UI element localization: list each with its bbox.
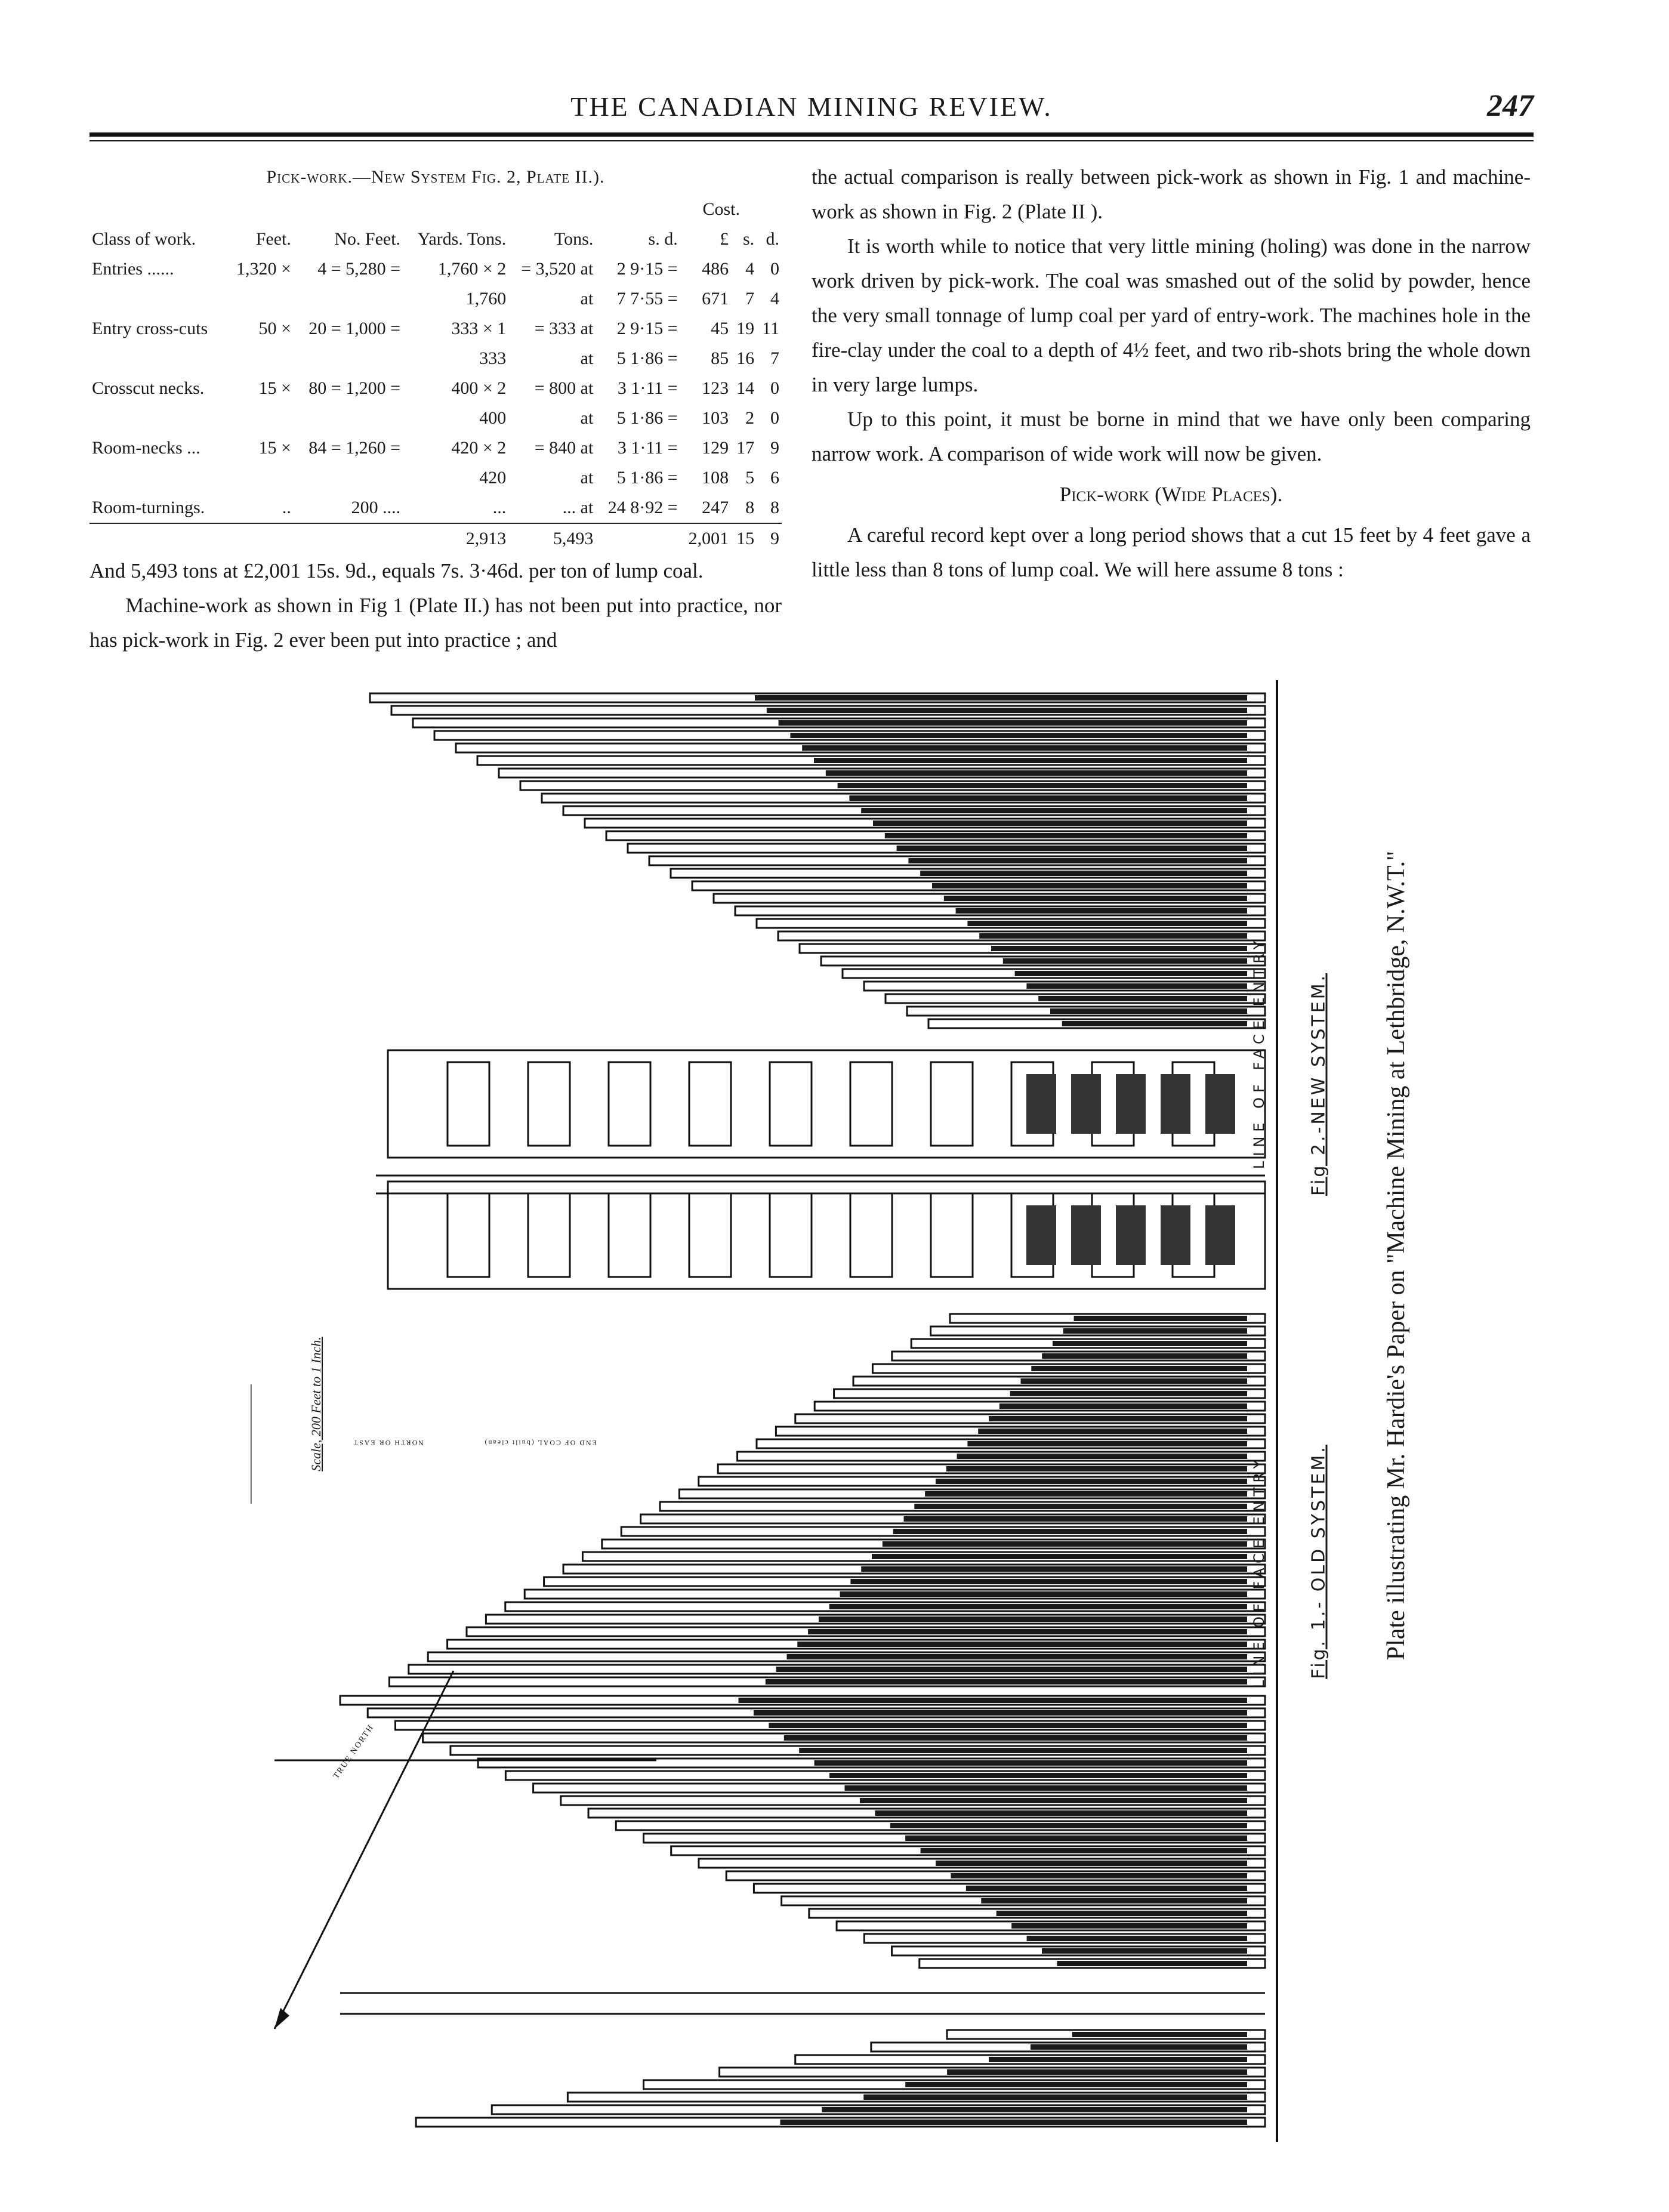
scale-label: Scale, 200 Feet to 1 Inch.	[308, 1337, 323, 1471]
room-neck	[931, 1062, 973, 1146]
table-row: 420 at 5 1·86 = 108 5 6	[479, 468, 779, 488]
coal-pillar	[814, 758, 1247, 763]
coal-pillar	[890, 1823, 1247, 1828]
room-neck	[850, 1193, 892, 1277]
machine-cut	[1161, 1205, 1190, 1265]
room-neck	[850, 1062, 892, 1146]
coal-pillar	[885, 833, 1247, 838]
coal-pillar	[838, 783, 1247, 788]
coal-pillar	[754, 1710, 1247, 1716]
coal-pillar	[925, 1491, 1247, 1497]
coal-pillar	[844, 1785, 1247, 1791]
coal-pillar	[920, 871, 1247, 876]
coal-pillar	[1072, 2032, 1247, 2037]
coal-pillar	[829, 1773, 1247, 1778]
coal-pillar	[966, 1886, 1247, 1891]
machine-cut	[1116, 1074, 1146, 1134]
room-neck	[528, 1062, 570, 1146]
fig1-label: Fig. 1.- OLD SYSTEM.	[1308, 1445, 1329, 1679]
coal-pillar	[1010, 1391, 1247, 1396]
machine-cut	[1116, 1205, 1146, 1265]
paragraph: Up to this point, it must be borne in mind that we have only been comparing narrow work. A comparison of wide work will now be given.	[812, 408, 1531, 465]
table-row: 400 at 5 1·86 = 103 2 0	[479, 408, 779, 428]
coal-pillar	[799, 1748, 1247, 1753]
coal-pillar	[893, 1529, 1247, 1534]
coal-pillar	[991, 946, 1247, 951]
coal-pillar	[739, 1698, 1248, 1703]
table-row: Entries ...... 1,320 × 4 = 5,280 = 1,760 × 2 = 3,520 at 2 9·15 = 486 4 0	[92, 259, 779, 279]
coal-pillar	[1050, 1008, 1247, 1014]
coal-pillar	[860, 1798, 1247, 1803]
coal-pillar	[989, 2057, 1247, 2062]
table-row: Crosscut necks. 15 × 80 = 1,200 = 400 × 2 = 800 at 3 1·11 = 123 14 0	[92, 378, 779, 398]
coal-pillar	[997, 1911, 1247, 1916]
paragraph: A careful record kept over a long period shows that a cut 15 feet by 4 feet gave a little less than 8 tons of lump coal. We will here assume 8 tons :	[812, 523, 1531, 581]
coal-pillar	[1042, 1948, 1247, 1954]
coal-pillar	[819, 1616, 1247, 1622]
room-neck	[689, 1062, 731, 1146]
coal-pillar	[1026, 983, 1247, 989]
coal-pillar	[989, 1416, 1247, 1421]
coal-pillar	[936, 1479, 1247, 1484]
right-column	[812, 160, 1531, 587]
coal-pillar	[946, 1466, 1247, 1471]
coal-pillar	[802, 745, 1247, 751]
room-neck	[528, 1193, 570, 1277]
coal-pillar	[1031, 1366, 1247, 1371]
coal-pillar	[1042, 1353, 1247, 1359]
coal-pillar	[790, 733, 1247, 738]
coal-pillar	[921, 1848, 1247, 1853]
coal-pillar	[786, 1654, 1247, 1659]
coal-pillar	[908, 858, 1247, 863]
cost-label: Cost.	[702, 199, 740, 219]
room-neck	[689, 1193, 731, 1277]
coal-pillar	[849, 795, 1247, 801]
coal-pillar	[1053, 1341, 1247, 1346]
coal-pillar	[766, 1679, 1247, 1685]
coal-pillar	[776, 1667, 1247, 1672]
machine-cut	[1205, 1074, 1235, 1134]
machine-cut	[1205, 1205, 1235, 1265]
header-rule-thin	[90, 140, 1534, 141]
coal-pillar	[967, 1441, 1247, 1446]
page-number: 247	[1487, 89, 1534, 123]
coal-pillar	[755, 695, 1247, 701]
room-neck	[931, 1193, 973, 1277]
coal-pillar	[872, 1554, 1247, 1559]
table-total-row: 2,913 5,493 2,001 15 9	[90, 523, 782, 554]
table-row: 1,760 at 7 7·55 = 671 7 4	[465, 289, 779, 308]
machine-cut	[1026, 1205, 1056, 1265]
journal-title: THE CANADIAN MINING REVIEW.	[570, 91, 1053, 122]
coal-pillar	[875, 1810, 1247, 1816]
room-neck	[448, 1193, 489, 1277]
coal-pillar	[932, 883, 1247, 888]
north-or-east-label: NORTH OR EAST	[352, 1439, 424, 1447]
coal-pillar	[936, 1861, 1247, 1866]
coal-pillar	[897, 846, 1247, 851]
coal-pillar	[1057, 1961, 1247, 1966]
coal-pillar	[1011, 1923, 1247, 1929]
room-neck	[770, 1193, 812, 1277]
coal-pillar	[850, 1579, 1247, 1584]
page-header	[90, 91, 1534, 127]
coal-pillar	[951, 1873, 1247, 1878]
coal-pillar	[956, 908, 1247, 914]
coal-pillar	[1031, 2044, 1247, 2050]
coal-pillar	[883, 1541, 1247, 1547]
fig2-label: Fig 2.-NEW SYSTEM.	[1308, 973, 1329, 1196]
coal-pillar	[967, 921, 1247, 926]
paragraph: Machine-work as shown in Fig 1 (Plate II.) has not been put into practice, nor has pick-work in Fig. 2 ever been put into practice ; and	[90, 594, 782, 652]
line-of-face-label: LINE OF FACE ENTRY	[1251, 1455, 1267, 1689]
plate-caption: Plate illustrating Mr. Hardie's Paper on "Machine Mining at Lethbridge, N.W.T."	[1383, 850, 1410, 1661]
table-title: Pick-work.—New System Fig. 2, Plate II.).	[266, 167, 605, 187]
machine-cut	[1026, 1074, 1056, 1134]
end-of-coal-label: END OF COAL (built clean)	[483, 1439, 597, 1447]
coal-pillar	[863, 2094, 1247, 2100]
coal-pillar	[815, 1760, 1247, 1766]
coal-pillar	[1027, 1936, 1247, 1941]
coal-pillar	[1074, 1316, 1247, 1321]
paragraph: And 5,493 tons at £2,001 15s. 9d., equals 7s. 3·46d. per ton of lump coal.	[90, 559, 704, 582]
room-neck	[448, 1062, 489, 1146]
true-north-label: TRUE NORTH	[332, 1723, 377, 1781]
left-column	[90, 160, 782, 658]
coal-pillar	[1063, 1328, 1247, 1334]
coal-pillar	[784, 1735, 1247, 1741]
room-neck	[609, 1193, 650, 1277]
coal-pillar	[767, 708, 1247, 713]
coal-pillar	[826, 770, 1247, 776]
table-row: Room-turnings. .. 200 .... ... ... at 24 8·92 = 247 8 8	[92, 498, 779, 517]
arrow-head	[274, 2008, 289, 2029]
coal-pillar	[905, 2082, 1247, 2087]
header-rule	[90, 132, 1534, 137]
coal-pillar	[873, 820, 1247, 826]
table-row: Entry cross-cuts 50 × 20 = 1,000 = 333 × 1 = 333 at 2 9·15 = 45 19 11	[92, 319, 779, 338]
machine-cut	[1071, 1074, 1101, 1134]
coal-pillar	[808, 1629, 1247, 1634]
coal-pillar	[861, 1566, 1247, 1572]
coal-pillar	[957, 1454, 1247, 1459]
paragraph: It is worth while to notice that very little mining (holing) was done in the narrow work driven by pick-work. The coal was smashed out of the solid by powder, hence the very small tonnage of lump coal per yard of entry-work. The machines hole in the fire-clay under the coal to a depth of 4½ feet, and two rib-shots bring the whole down in very large lumps.	[812, 235, 1531, 396]
coal-pillar	[905, 1835, 1247, 1841]
room-neck	[770, 1062, 812, 1146]
table-header-row: Class of work. Feet. No. Feet. Yards. Tons. Tons. s. d. £ s. d.	[92, 229, 779, 249]
true-north-arrow	[274, 1671, 454, 2029]
coal-pillar	[769, 1723, 1247, 1728]
coal-pillar	[981, 1898, 1247, 1904]
table-row: 333 at 5 1·86 = 85 16 7	[479, 348, 779, 368]
cost-table	[90, 195, 782, 554]
coal-pillar	[861, 808, 1247, 813]
coal-pillar	[999, 1403, 1247, 1409]
coal-pillar	[829, 1604, 1247, 1609]
coal-pillar	[1015, 971, 1247, 976]
paragraph: the actual comparison is really between pick-work as shown in Fig. 1 and machine-work as shown in Fig. 2 (Plate II ).	[812, 165, 1531, 223]
coal-pillar	[840, 1591, 1247, 1597]
coal-pillar	[780, 2120, 1247, 2125]
coal-pillar	[903, 1516, 1247, 1522]
coal-pillar	[978, 1429, 1247, 1434]
line-of-face-label: LINE OF FACE ENTRY	[1251, 936, 1267, 1170]
mine-plan-figure	[251, 680, 1313, 2142]
coal-pillar	[944, 896, 1247, 901]
coal-pillar	[947, 2069, 1247, 2075]
machine-cut	[1161, 1074, 1190, 1134]
coal-pillar	[1003, 958, 1247, 964]
room-neck	[609, 1062, 650, 1146]
coal-pillar	[797, 1642, 1247, 1647]
table-row: Room-necks ... 15 × 84 = 1,260 = 420 × 2 = 840 at 3 1·11 = 129 17 9	[92, 438, 779, 458]
coal-pillar	[1038, 996, 1247, 1001]
coal-pillar	[979, 933, 1247, 939]
machine-cut	[1071, 1205, 1101, 1265]
coal-pillar	[779, 720, 1247, 726]
section-heading: Pick-work (Wide Places).	[1059, 483, 1283, 506]
coal-pillar	[1062, 1021, 1247, 1026]
coal-pillar	[822, 2107, 1247, 2112]
coal-pillar	[1021, 1378, 1248, 1384]
coal-pillar	[914, 1504, 1247, 1509]
